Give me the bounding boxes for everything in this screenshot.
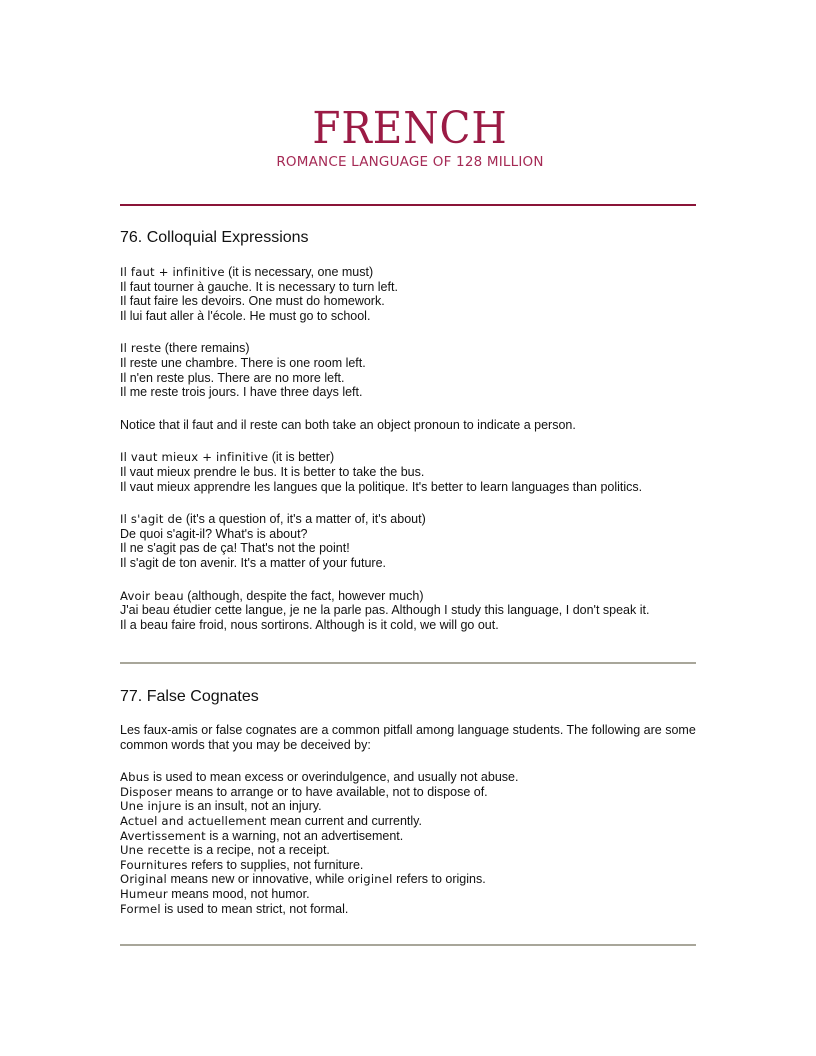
- cognate-explanation: means mood, not humor.: [167, 886, 310, 901]
- expression-block: [120, 589, 700, 633]
- cognate-term: Abus: [120, 770, 150, 785]
- section-divider: [120, 662, 696, 664]
- section-divider: [120, 944, 696, 946]
- note-block: [120, 418, 700, 433]
- expression-gloss: (it is better): [268, 450, 335, 465]
- cognate-item: [120, 902, 700, 917]
- cognate-item: [120, 887, 700, 902]
- section-colloquial-expressions: [120, 228, 700, 632]
- cognate-term: Une recette: [120, 843, 191, 858]
- example-line: J'ai beau étudier cette langue, je ne la parle pas. Although I study this language, I don't speak it.: [120, 603, 650, 618]
- expression-gloss: (there remains): [161, 341, 250, 356]
- intro-paragraph: [120, 723, 700, 752]
- header-divider: [120, 204, 696, 206]
- cognate-explanation: is a warning, not an advertisement.: [205, 828, 404, 843]
- section-heading: 77. False Cognates: [120, 688, 259, 705]
- example-line: Il a beau faire froid, nous sortirons. Although is it cold, we will go out.: [120, 617, 499, 632]
- expression-term: Avoir beau: [120, 588, 184, 603]
- example-line: Il faut faire les devoirs. One must do homework.: [120, 294, 385, 309]
- cognate-term: Disposer: [120, 784, 173, 799]
- cognate-list: [120, 770, 700, 916]
- cognate-explanation: refers to supplies, not furniture.: [187, 857, 364, 872]
- cognate-explanation: mean current and currently.: [266, 813, 422, 828]
- cognate-item: [120, 872, 700, 887]
- expression-gloss: (it is necessary, one must): [224, 265, 374, 279]
- cognate-item: [120, 799, 700, 814]
- expression-gloss: (it's a question of, it's a matter of, it's about): [182, 512, 426, 527]
- example-line: Il n'en reste plus. There are no more left.: [120, 370, 345, 385]
- cognate-term: Avertissement: [120, 828, 206, 843]
- expression-term: Il reste: [120, 341, 162, 356]
- section-false-cognates: [120, 687, 700, 916]
- example-line: Il faut tourner à gauche. It is necessary to turn left.: [120, 279, 398, 294]
- cognate-item: [120, 843, 700, 858]
- example-line: Il ne s'agit pas de ça! That's not the point!: [120, 541, 350, 556]
- example-line: Il s'agit de ton avenir. It's a matter of your future.: [120, 555, 387, 570]
- expression-block: [120, 265, 700, 323]
- cognate-explanation: is an insult, not an injury.: [181, 799, 322, 814]
- example-line: Il lui faut aller à l'école. He must go to school.: [120, 308, 371, 323]
- cognate-explanation: means new or innovative, while: [166, 872, 348, 887]
- cognate-term: Original: [120, 872, 167, 887]
- cognate-explanation: refers to origins.: [392, 872, 486, 887]
- example-line: Il me reste trois jours. I have three days left.: [120, 385, 363, 400]
- cognate-explanation: is used to mean strict, not formal.: [160, 901, 349, 916]
- expression-term: Il faut + infinitive: [120, 265, 225, 279]
- expression-block: [120, 450, 700, 494]
- expression-block: [120, 341, 700, 399]
- example-line: De quoi s'agit-il? What's is about?: [120, 526, 308, 541]
- banner-title: FRENCH: [312, 103, 508, 154]
- example-line: Il vaut mieux apprendre les langues que la politique. It's better to learn languages than politics.: [120, 479, 643, 494]
- expression-block: [120, 512, 700, 570]
- cognate-term: Fournitures: [120, 857, 188, 872]
- cognate-item: [120, 785, 700, 800]
- cognate-item: [120, 814, 700, 829]
- cognate-explanation: is a recipe, not a receipt.: [190, 843, 330, 858]
- cognate-explanation: means to arrange or to have available, not to dispose of.: [172, 784, 488, 799]
- cognate-term: Humeur: [120, 886, 168, 901]
- expression-gloss: (although, despite the fact, however much): [183, 588, 424, 603]
- example-line: Il vaut mieux prendre le bus. It is better to take the bus.: [120, 464, 425, 479]
- section-heading: 76. Colloquial Expressions: [120, 229, 309, 246]
- banner-subtitle: ROMANCE LANGUAGE OF 128 MILLION: [276, 154, 544, 170]
- cognate-term: Formel: [120, 901, 161, 916]
- cognate-term: Actuel and actuellement: [120, 813, 267, 828]
- note-text: Notice that il faut and il reste can both take an object pronoun to indicate a person.: [120, 417, 576, 432]
- cognate-item: [120, 858, 700, 873]
- example-line: Il reste une chambre. There is one room left.: [120, 355, 366, 370]
- cognate-item: [120, 770, 700, 785]
- intro-text: Les faux-amis or false cognates are a common pitfall among language students. The following are some common words that you may be deceived by:: [120, 723, 696, 752]
- banner: [240, 104, 580, 170]
- expression-term: Il vaut mieux + infinitive: [120, 450, 269, 465]
- cognate-item: [120, 829, 700, 844]
- cognate-term: Une injure: [120, 799, 182, 814]
- cognate-term: originel: [347, 872, 393, 887]
- cognate-explanation: is used to mean excess or overindulgence, and usually not abuse.: [149, 770, 519, 785]
- expression-term: Il s'agit de: [120, 512, 183, 527]
